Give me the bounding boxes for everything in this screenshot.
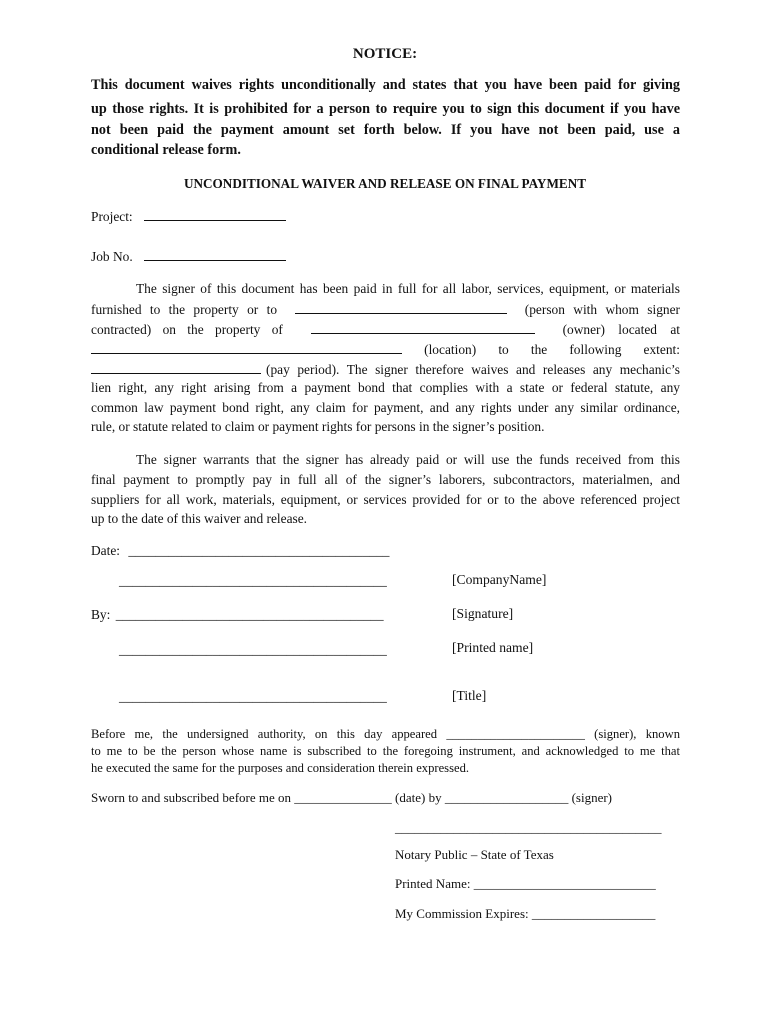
para1-line3-text-a: contracted) on the property of — [91, 322, 283, 337]
contracting-person-line[interactable] — [295, 301, 507, 314]
para1-line3-text-b: (owner) located at — [562, 322, 680, 337]
para1-line4-extent: extent: — [643, 342, 680, 357]
by-field — [91, 607, 384, 623]
para1-line-6: lien right, any right arising from a payment bond that complies with a state or federal statute, any — [91, 380, 680, 395]
company-name-label: [CompanyName] — [452, 572, 547, 587]
sworn-statement: Sworn to and subscribed before me on _______________ (date) by ___________________ (signer) — [91, 790, 612, 805]
notice-line-2: up those rights. It is prohibited for a person to require you to sign this document if you have — [91, 101, 680, 117]
para1-line2-text-a: furnished to the property or to — [91, 302, 278, 317]
notice-line-1: This document waives rights unconditionally and states that you have been paid for giving — [91, 77, 680, 93]
para2-line-2: final payment to promptly pay in full all of the signer’s laborers, subcontractors, materialmen, and — [91, 472, 680, 487]
para1-line-8: rule, or statute related to claim or payment rights for persons in the signer’s position. — [91, 419, 545, 434]
printed-name-input-line[interactable]: ________________________________________ — [119, 642, 387, 657]
notice-line-3: not been paid the payment amount set forth below. If you have not been paid, use a — [91, 122, 680, 138]
by-input-line[interactable]: ________________________________________ — [115, 607, 384, 622]
notary-commission-expires[interactable]: My Commission Expires: ___________________ — [395, 906, 656, 921]
para1-line4-location: (location) — [424, 342, 477, 357]
para1-line-4 — [91, 341, 680, 358]
project-input-line[interactable] — [144, 208, 286, 221]
para1-line-3 — [91, 321, 680, 338]
project-field — [91, 208, 286, 225]
date-field — [91, 543, 389, 559]
project-label: Project: — [91, 209, 133, 224]
para1-line4-following: following — [569, 342, 622, 357]
notary-signature-line[interactable]: _________________________________________ — [395, 820, 662, 835]
para2-line-1: The signer warrants that the signer has already paid or will use the funds received from this — [136, 452, 680, 467]
notary-printed-name[interactable]: Printed Name: ____________________________ — [395, 876, 656, 891]
para1-line2-text-b: (person with whom signer — [524, 302, 680, 317]
pay-period-line[interactable] — [91, 361, 261, 374]
notice-heading: NOTICE: — [352, 46, 418, 62]
para1-line-2 — [91, 301, 680, 318]
by-label: By: — [91, 607, 111, 622]
notary-line-1: Before me, the undersigned authority, on this day appeared ______________________ (signer), known — [91, 727, 680, 741]
signature-label: [Signature] — [452, 606, 514, 621]
owner-line[interactable] — [311, 321, 535, 334]
notary-public-label: Notary Public – State of Texas — [395, 847, 554, 862]
para1-line4-to: to — [498, 342, 509, 357]
notary-line-3: he executed the same for the purposes and consideration therein expressed. — [91, 761, 470, 775]
para1-line-1: The signer of this document has been paid in full for all labor, services, equipment, or materials — [136, 281, 680, 296]
location-line[interactable] — [91, 341, 402, 354]
date-input-line[interactable]: _______________________________________ — [128, 543, 390, 558]
para1-line4-the: the — [530, 342, 548, 357]
notice-line-4: conditional release form. — [91, 142, 241, 158]
printed-name-label: [Printed name] — [452, 640, 534, 655]
title-input-line[interactable]: ________________________________________ — [119, 689, 387, 704]
notary-line-2: to me to be the person whose name is subscribed to the foregoing instrument, and acknowledged to me that — [91, 744, 680, 758]
document-title: UNCONDITIONAL WAIVER AND RELEASE ON FINAL PAYMENT — [183, 176, 587, 191]
para1-line-7: common law payment bond right, any claim for payment, and any rights under any similar ordinance, — [91, 400, 680, 415]
para1-line-5 — [91, 361, 680, 378]
job-field — [91, 248, 286, 265]
job-label: Job No. — [91, 249, 133, 264]
job-input-line[interactable] — [144, 248, 286, 261]
date-label: Date: — [91, 543, 120, 558]
company-input-line[interactable]: ________________________________________ — [119, 573, 387, 588]
para1-line5-text: (pay period). The signer therefore waives and releases any mechanic’s — [266, 362, 680, 377]
para2-line-3: suppliers for all work, materials, equipment, or services provided for or to the above referenced project — [91, 492, 680, 507]
title-label: [Title] — [452, 688, 487, 703]
para2-line-4: up to the date of this waiver and release. — [91, 511, 308, 526]
